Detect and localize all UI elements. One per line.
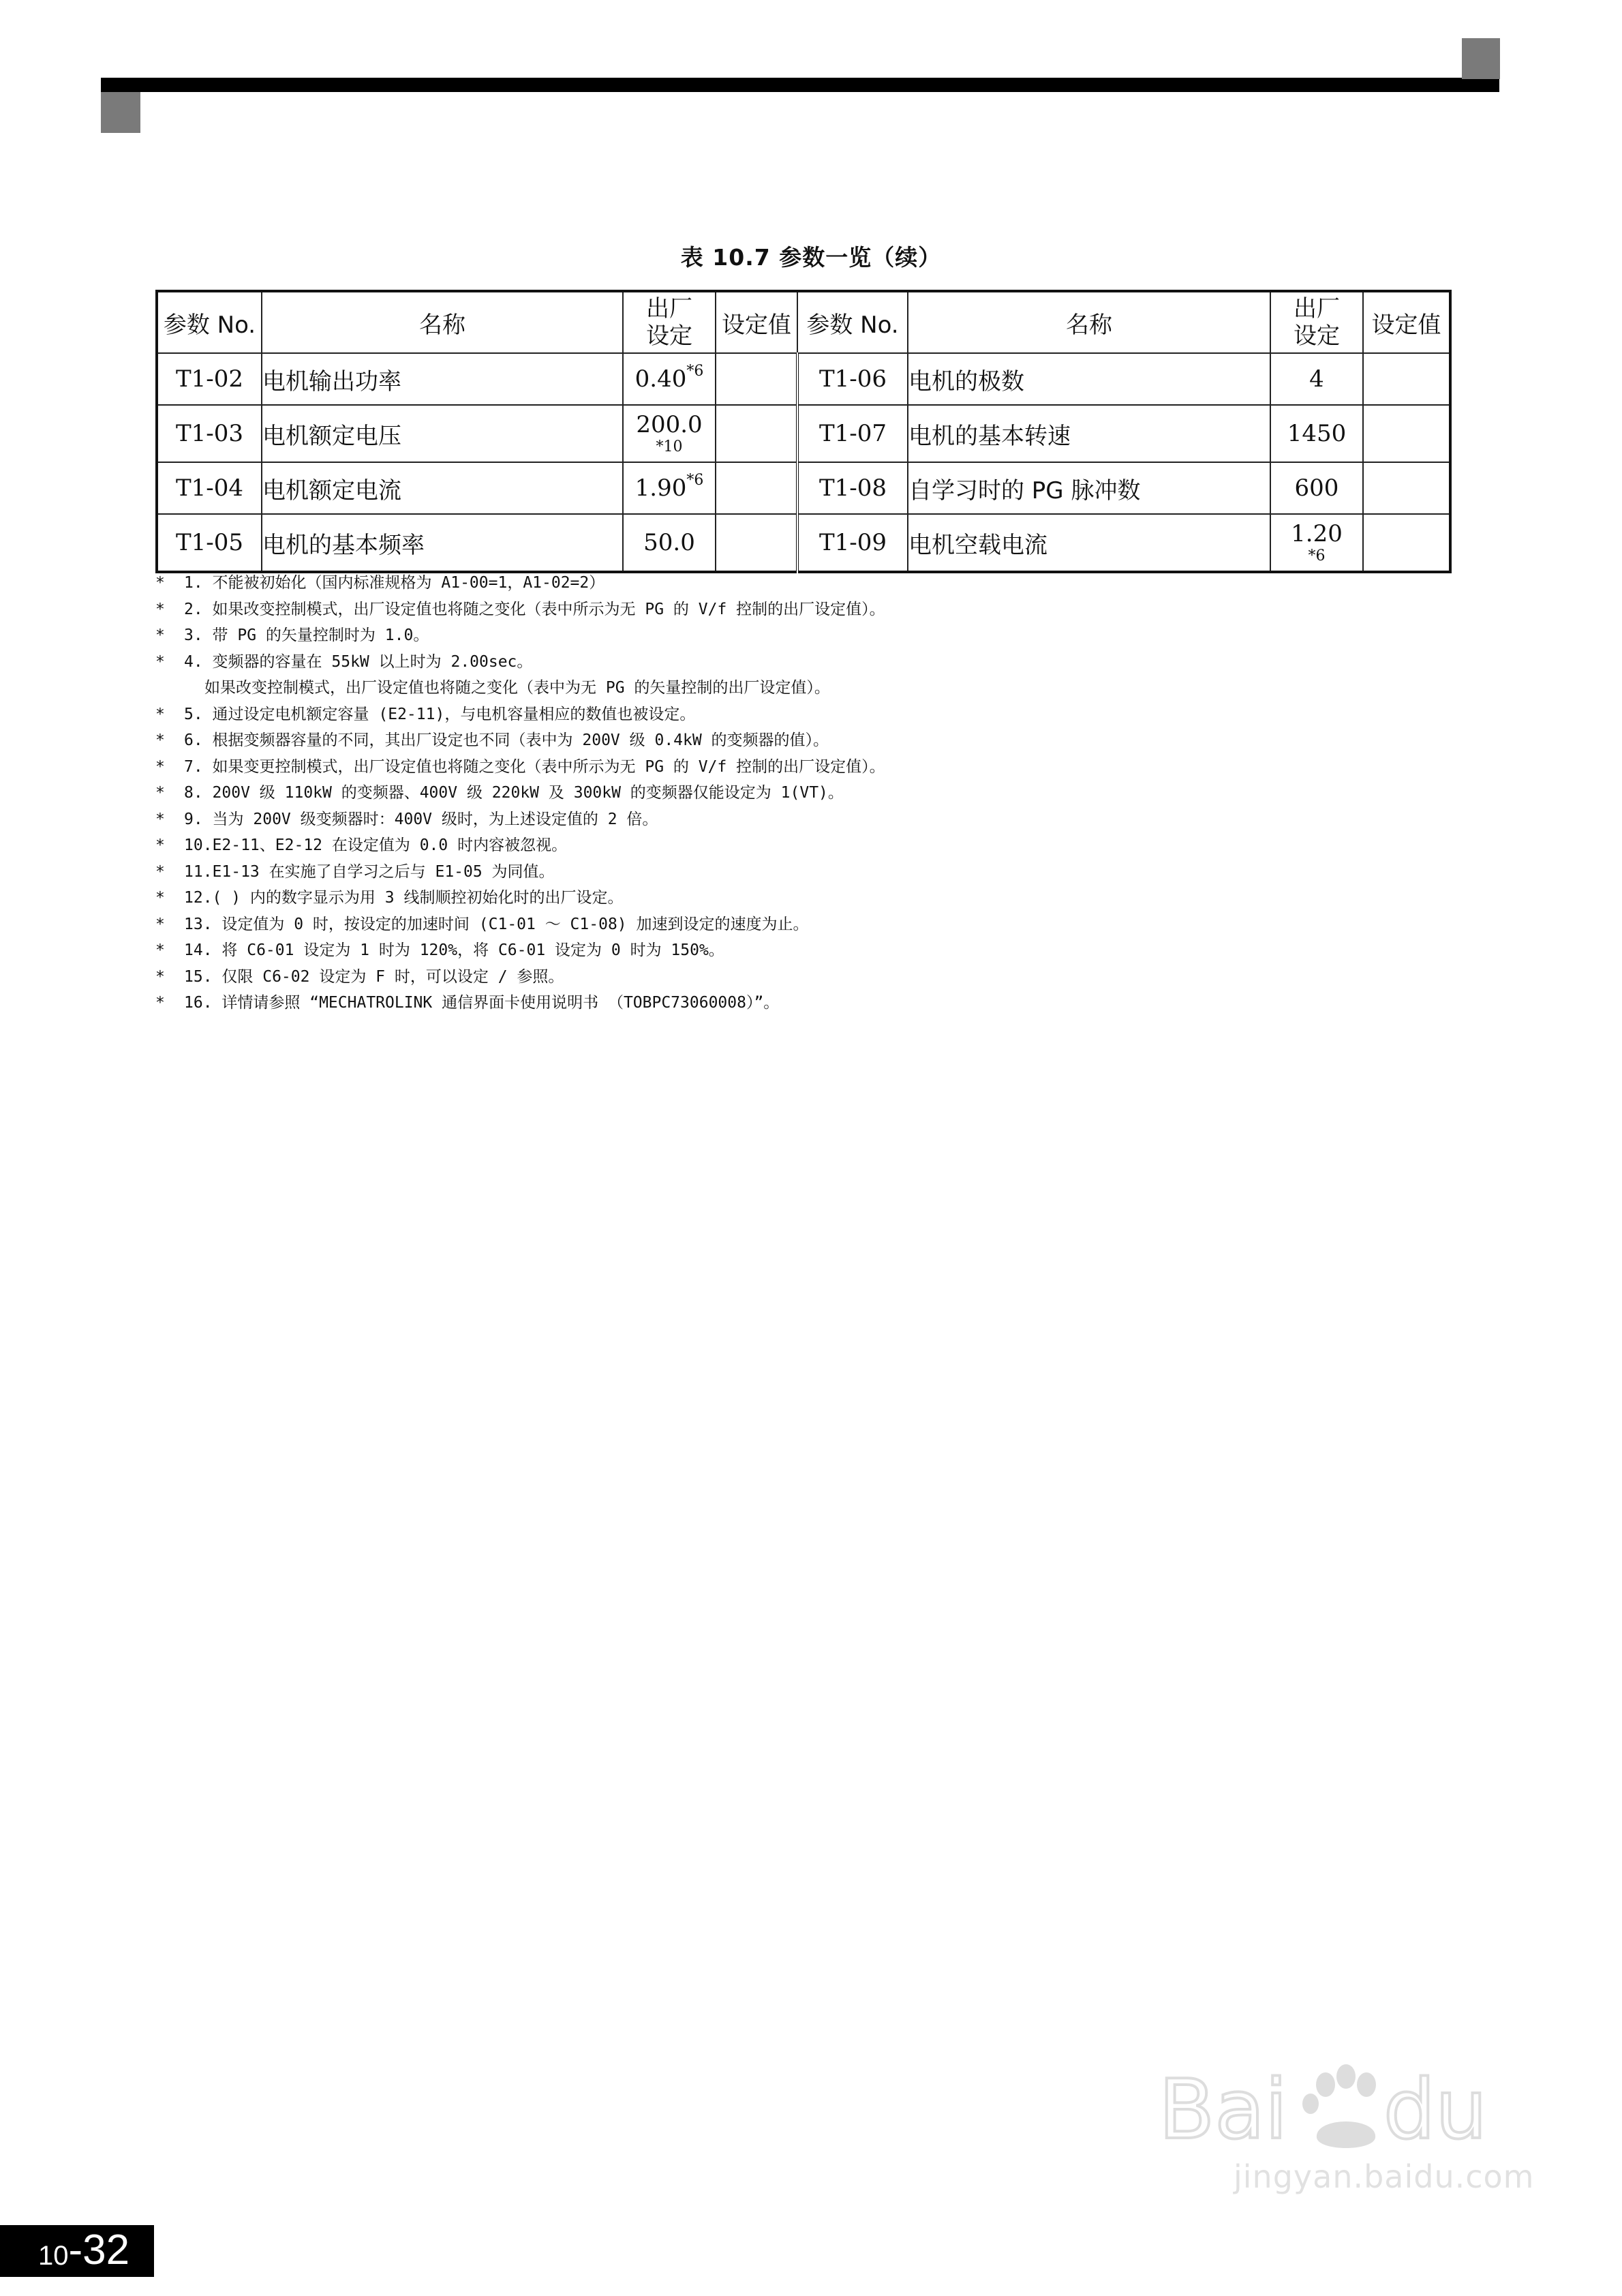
factory-value-cell <box>623 353 716 405</box>
page-dash: - <box>68 2226 83 2274</box>
footnote-text: 14. 将 C6-01 设定为 1 时为 120%，将 C6-01 设定为 0 时为 150%。 <box>184 941 724 959</box>
header-factory-line2-right: 设定 <box>1294 322 1340 350</box>
footnote-ref: *10 <box>656 438 683 455</box>
param-no-cell: T1-05 <box>157 514 262 572</box>
setting-value-cell <box>1363 353 1450 405</box>
param-name-cell: 电机的极数 <box>908 353 1270 405</box>
header-rule <box>101 78 1499 92</box>
footnote-star: * <box>155 862 165 881</box>
param-no-cell: T1-06 <box>797 353 908 405</box>
param-no-cell: T1-07 <box>797 405 908 462</box>
setting-value-cell <box>1363 405 1450 462</box>
parameter-table <box>155 290 1452 573</box>
footnote-ref: *6 <box>1308 547 1326 564</box>
footnote <box>155 596 1450 623</box>
factory-value-cell <box>623 462 716 514</box>
page-number <box>0 2225 154 2277</box>
footnote-text: 6. 根据变频器容量的不同，其出厂设定也不同（表中为 200V 级 0.4kW 的变频器的值）。 <box>184 731 829 749</box>
param-name-cell: 电机的基本频率 <box>262 514 623 572</box>
watermark-url: jingyan.baidu.com <box>1234 2158 1535 2195</box>
param-name-cell: 自学习时的 PG 脉冲数 <box>908 462 1270 514</box>
header-factory-setting <box>623 291 716 353</box>
footnote-star: * <box>155 784 165 802</box>
table-row <box>157 353 1450 405</box>
footnote-text: 12.( ) 内的数字显示为用 3 线制顺控初始化时的出厂设定。 <box>184 889 624 907</box>
setting-value-cell <box>1363 514 1450 572</box>
footnote-star: * <box>155 626 165 644</box>
footnote-ref: *6 <box>686 363 704 380</box>
header-name-right: 名称 <box>908 291 1270 353</box>
svg-text:Bai: Bai <box>1159 2063 1288 2158</box>
header-factory-line1: 出厂 <box>646 295 692 322</box>
footnote-text: 2. 如果改变控制模式，出厂设定值也将随之变化（表中所示为无 PG 的 V/f 控制的出厂设定值）。 <box>184 600 885 618</box>
svg-text:du: du <box>1383 2063 1488 2158</box>
factory-value-cell: 600 <box>1270 462 1363 514</box>
footnote-star: * <box>155 705 165 723</box>
footnote-star: * <box>155 652 165 671</box>
footnote-star: * <box>155 889 165 907</box>
watermark <box>1159 2056 1540 2213</box>
footnote <box>155 622 1450 649</box>
footnote-star: * <box>155 836 165 854</box>
header-setting-value-right: 设定值 <box>1363 291 1450 353</box>
footnote-star: * <box>155 967 165 986</box>
header-name: 名称 <box>262 291 623 353</box>
param-name-cell: 电机空载电流 <box>908 514 1270 572</box>
footnote <box>155 754 1450 781</box>
param-name-cell: 电机额定电压 <box>262 405 623 462</box>
footnote <box>155 780 1450 806</box>
footnote-text: 8. 200V 级 110kW 的变频器、400V 级 220kW 及 300kW 的变频器仅能设定为 1(VT)。 <box>184 784 844 802</box>
page-chapter: 10 <box>38 2241 69 2271</box>
setting-value-cell <box>1363 462 1450 514</box>
header-factory-line1-right: 出厂 <box>1294 295 1340 322</box>
setting-value-cell <box>716 462 797 514</box>
header-setting-value: 设定值 <box>716 291 797 353</box>
header-factory-line2: 设定 <box>646 322 692 350</box>
param-name-cell: 电机额定电流 <box>262 462 623 514</box>
factory-value-cell <box>623 405 716 462</box>
footnote-star: * <box>155 574 165 592</box>
table-caption: 表 10.7 参数一览（续） <box>680 244 942 271</box>
footnote <box>155 859 1450 886</box>
footnotes <box>155 570 1450 1016</box>
footnote-continuation <box>155 675 1450 701</box>
footnote-text: 16. 详情请参照 “MECHATROLINK 通信界面卡使用说明书 （TOBPC73060008）”。 <box>184 994 780 1012</box>
param-name-cell: 电机的基本转速 <box>908 405 1270 462</box>
footnote-text: 3. 带 PG 的矢量控制时为 1.0。 <box>184 626 429 644</box>
header-param-no-right: 参数 No. <box>797 291 908 353</box>
table-row <box>157 405 1450 462</box>
factory-value: 1.20 <box>1291 520 1343 547</box>
footnote-text: 7. 如果变更控制模式，出厂设定值也将随之变化（表中所示为无 PG 的 V/f 控制的出厂设定值）。 <box>184 757 885 776</box>
setting-value-cell <box>716 514 797 572</box>
table-row <box>157 514 1450 572</box>
footnote-star: * <box>155 941 165 959</box>
corner-marker-top-left <box>101 92 140 133</box>
setting-value-cell <box>716 405 797 462</box>
factory-value: 1.90 <box>634 474 687 502</box>
footnote-text: 5. 通过设定电机额定容量 (E2-11)，与电机容量相应的数值也被设定。 <box>184 705 696 723</box>
footnote-text: 9. 当为 200V 级变频器时：400V 级时，为上述设定值的 2 倍。 <box>184 810 658 828</box>
factory-value: 200.0 <box>636 411 703 438</box>
footnote-text: 15. 仅限 C6-02 设定为 F 时，可以设定 / 参照。 <box>184 967 564 986</box>
baidu-jingyan-logo-icon <box>1159 2056 1540 2158</box>
footnote <box>155 570 1450 596</box>
footnote <box>155 937 1450 964</box>
factory-value-cell: 1450 <box>1270 405 1363 462</box>
table-header-row <box>157 291 1450 353</box>
footnote <box>155 885 1450 911</box>
footnote-ref: *6 <box>686 472 704 489</box>
footnote <box>155 727 1450 754</box>
footnote <box>155 964 1450 991</box>
footnote <box>155 649 1450 676</box>
param-no-cell: T1-03 <box>157 405 262 462</box>
table-row <box>157 462 1450 514</box>
footnote <box>155 911 1450 938</box>
param-no-cell: T1-08 <box>797 462 908 514</box>
header-param-no: 参数 No. <box>157 291 262 353</box>
footnote <box>155 701 1450 728</box>
footnote-star: * <box>155 600 165 618</box>
footnote-text: 13. 设定值为 0 时，按设定的加速时间 (C1-01 ～ C1-08) 加速到设定的速度为止。 <box>184 915 809 933</box>
footnote-star: * <box>155 731 165 749</box>
param-name-cell: 电机输出功率 <box>262 353 623 405</box>
corner-marker-top-right <box>1462 38 1500 79</box>
footnote-star: * <box>155 810 165 828</box>
header-factory-setting-right <box>1270 291 1363 353</box>
footnote-text: 如果改变控制模式，出厂设定值也将随之变化（表中为无 PG 的矢量控制的出厂设定值）。 <box>204 679 830 697</box>
footnote-text: 10.E2-11、E2-12 在设定值为 0.0 时内容被忽视。 <box>184 836 568 854</box>
factory-value-cell: 50.0 <box>623 514 716 572</box>
footnote-star: * <box>155 994 165 1012</box>
footnote-text: 4. 变频器的容量在 55kW 以上时为 2.00sec。 <box>184 652 533 671</box>
param-no-cell: T1-04 <box>157 462 262 514</box>
page-index: 32 <box>82 2226 130 2274</box>
setting-value-cell <box>716 353 797 405</box>
factory-value-cell <box>1270 514 1363 572</box>
footnote-star: * <box>155 757 165 776</box>
footnote-text: 1. 不能被初始化（国内标准规格为 A1-00=1，A1-02=2） <box>184 574 605 592</box>
param-no-cell: T1-02 <box>157 353 262 405</box>
factory-value: 0.40 <box>634 365 687 393</box>
footnote-text: 11.E1-13 在实施了自学习之后与 E1-05 为同值。 <box>184 862 555 881</box>
factory-value-cell: 4 <box>1270 353 1363 405</box>
footnote <box>155 832 1450 859</box>
footnote <box>155 806 1450 833</box>
footnote-star: * <box>155 915 165 933</box>
param-no-cell: T1-09 <box>797 514 908 572</box>
footnote <box>155 990 1450 1016</box>
